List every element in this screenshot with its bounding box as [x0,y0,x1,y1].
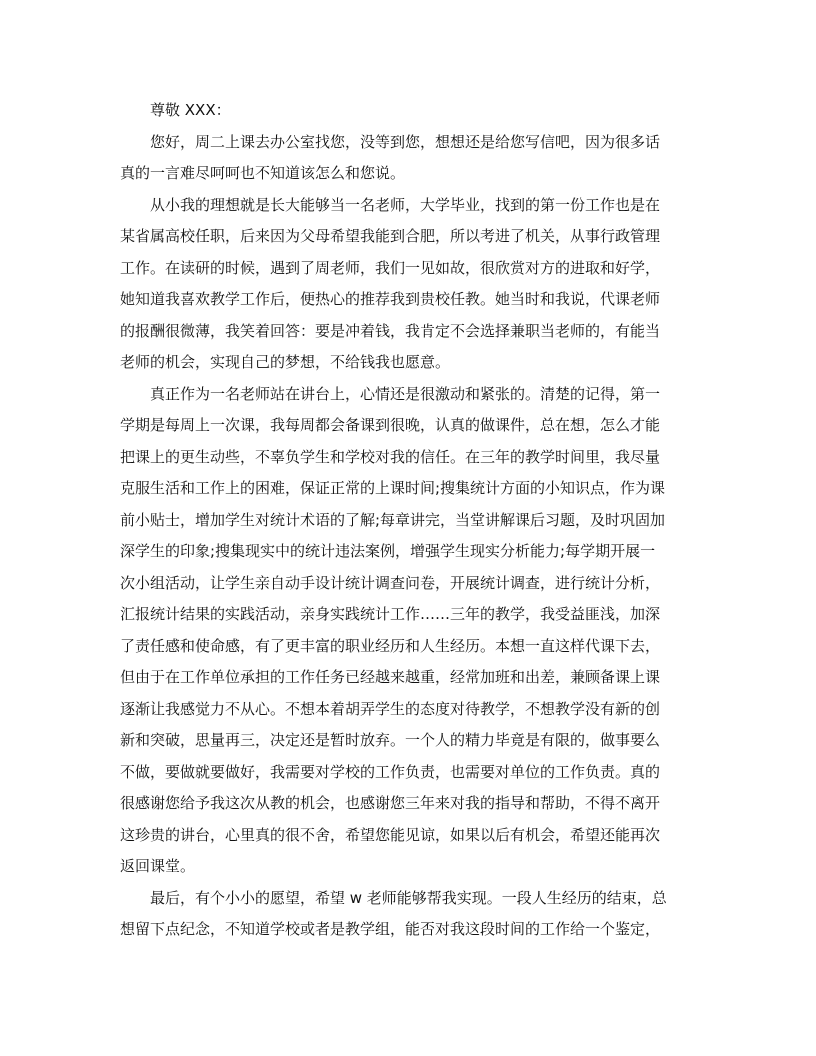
paragraph-line: 她知道我喜欢教学工作后，便热心的推荐我到贵校任教。她当时和我说，代课老师 [120,290,661,308]
paragraph-teaching [120,379,696,883]
paragraph-line: 深学生的印象;搜集现实中的统计违法案例，增强学生现实分析能力;每学期开展一 [120,542,656,560]
paragraph-line: 从小我的理想就是长大能够当一名老师，大学毕业，找到的第一份工作也是在 [150,195,661,214]
salutation: 尊敬 XXX： [150,101,231,119]
paragraph-line: 工作。在读研的时候，遇到了周老师，我们一见如故，很欣赏对方的进取和好学， [120,258,661,277]
paragraph-line: 了责任感和使命感，有了更丰富的职业经历和人生经历。本想一直这样代课下去， [120,636,661,655]
paragraph-line: 真的一言难尽呵呵也不知道该怎么和您说。 [120,164,406,182]
paragraph-greeting [120,127,696,190]
paragraph-line: 前小贴士，增加学生对统计术语的了解;每章讲完，当堂讲解课后习题，及时巩固加 [120,510,666,529]
paragraph-line: 新和突破，思量再三，决定还是暂时放弃。一个人的精力毕竟是有限的，做事要么 [120,731,661,749]
paragraph-line: 返回课堂。 [120,857,196,875]
paragraph-line: 克服生活和工作上的困难，保证正常的上课时间;搜集统计方面的小知识点，作为课 [120,479,666,497]
paragraph-line: 汇报统计结果的实践活动，亲身实践统计工作……三年的教学，我受益匪浅，加深 [120,605,661,623]
paragraph-line: 真正作为一名老师站在讲台上，心情还是很激动和紧张的。清楚的记得，第一 [150,384,661,403]
paragraph-line: 最后，有个小小的愿望，希望 w 老师能够帮我实现。一段人生经历的结束，总 [150,888,667,907]
paragraph-line: 把课上的更生动些，不辜负学生和学校对我的信任。在三年的教学时间里，我尽量 [120,447,661,466]
paragraph-line: 但由于在工作单位承担的工作任务已经越来越重，经常加班和出差，兼顾备课上课 [120,668,661,686]
paragraph-line: 这珍贵的讲台，心里真的很不舍，希望您能见谅，如果以后有机会，希望还能再次 [120,825,661,844]
paragraph-closing-wish [120,883,696,946]
paragraph-line: 很感谢您给予我这次从教的机会，也感谢您三年来对我的指导和帮助，不得不离开 [120,794,661,812]
paragraph-line: 老师的机会，实现自己的梦想，不给钱我也愿意。 [120,353,451,371]
paragraph-line: 学期是每周上一次课，我每周都会备课到很晚，认真的做课件，总在想，怎么才能 [120,416,661,434]
paragraph-line: 的报酬很微薄，我笑着回答：要是冲着钱，我肯定不会选择兼职当老师的，有能当 [120,321,661,340]
paragraph-dream [120,190,696,379]
letter-body [120,95,696,946]
paragraph-line: 不做，要做就要做好，我需要对学校的工作负责，也需要对单位的工作负责。真的 [120,762,661,781]
paragraph-line: 次小组活动，让学生亲自动手设计统计调查问卷，开展统计调查，进行统计分析， [120,573,661,592]
paragraph-line: 想留下点纪念，不知道学校或者是教学组，能否对我这段时间的工作给一个鉴定， [120,920,661,938]
paragraph-line: 您好，周二上课去办公室找您，没等到您，想想还是给您写信吧，因为很多话 [150,132,661,151]
paragraph-line: 逐渐让我感觉力不从心。不想本着胡弄学生的态度对待教学，不想教学没有新的创 [120,699,661,718]
paragraph-line: 某省属高校任职，后来因为父母希望我能到合肥，所以考进了机关，从事行政管理 [120,227,661,245]
